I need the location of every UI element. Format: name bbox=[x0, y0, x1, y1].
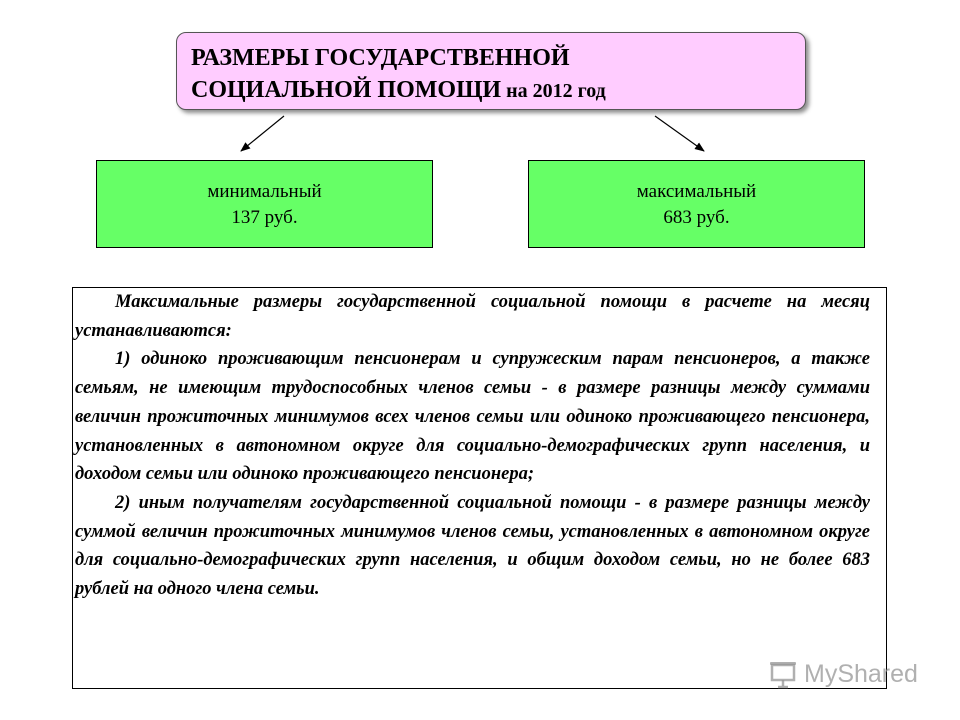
title-line-1: РАЗМЕРЫ ГОСУДАРСТВЕННОЙ bbox=[191, 45, 570, 71]
arrow-to-minimum bbox=[241, 116, 284, 151]
description-item-1: 1) одиноко проживающим пенсионерам и супружеским парам пенсионеров, а также семьям, не имеющим трудоспособных членов семьи - в размере разницы между суммами величин прожиточных минимумов всех членов семьи или одиноко проживающего пенсионера, установленных в автономном округе для социально-демографических групп населения, и доходом семьи или одиноко проживающего пенсионера; bbox=[75, 349, 870, 485]
arrow-to-maximum bbox=[655, 116, 704, 151]
title-line-2-main: СОЦИАЛЬНОЙ ПОМОЩИ bbox=[191, 77, 502, 103]
maximum-box bbox=[528, 160, 865, 248]
watermark-text: MyShared bbox=[804, 659, 918, 688]
maximum-label: максимальный bbox=[636, 181, 757, 202]
title-year: на 2012 год bbox=[501, 80, 606, 102]
description-box bbox=[72, 287, 887, 689]
minimum-label: минимальный bbox=[207, 181, 322, 202]
description-item-2: 2) иным получателям государственной социальной помощи - в размере разницы между суммой величин прожиточных минимумов членов семьи, установленных в автономном округе для социально-демографических групп населения, и общим доходом семьи, но не более 683 рублей на одного члена семьи. bbox=[75, 492, 870, 600]
title-box bbox=[176, 32, 806, 110]
title-line-2 bbox=[191, 74, 791, 107]
maximum-value: 683 руб. bbox=[663, 207, 730, 228]
description-intro: Максимальные размеры государственной социальной помощи в расчете на месяц устанавливаются: bbox=[75, 292, 870, 341]
minimum-value: 137 руб. bbox=[231, 207, 298, 228]
projector-screen-icon bbox=[768, 659, 798, 689]
minimum-box bbox=[96, 160, 433, 248]
watermark bbox=[768, 656, 918, 692]
